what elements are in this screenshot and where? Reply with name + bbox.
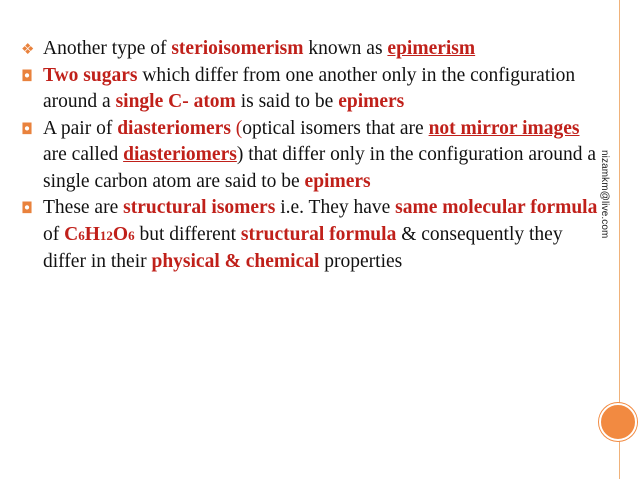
bullet-item (21, 63, 601, 116)
bullet-text: Another type of sterioisomerism known as epimerism (43, 38, 476, 59)
square-bullet-icon: ◘ (21, 66, 33, 85)
bullet-item (21, 195, 601, 276)
diamond-bullet-icon: ❖ (21, 40, 35, 58)
bullet-text: These are structural isomers i.e. They have same molecular formula of C6H12O6 but different structural formula & consequently they differ in their physical & chemical properties (43, 197, 598, 272)
square-bullet-icon: ◘ (21, 199, 33, 217)
bullet-item (21, 116, 601, 196)
bullet-text: Two sugars which differ from one another only in the configuration around a single C- atom is said to be epimers (43, 64, 576, 112)
email-watermark: nizamkm@live.com (599, 150, 610, 239)
bullet-item (21, 36, 601, 63)
square-bullet-icon: ◘ (21, 119, 33, 138)
decorative-circle-icon (599, 403, 637, 441)
bullet-text: A pair of diasteriomers (optical isomers that are not mirror images are called diasteriomers) that differ only in the configuration around a single carbon atom are said to be epimers (43, 117, 597, 192)
bullet-list (21, 36, 601, 276)
